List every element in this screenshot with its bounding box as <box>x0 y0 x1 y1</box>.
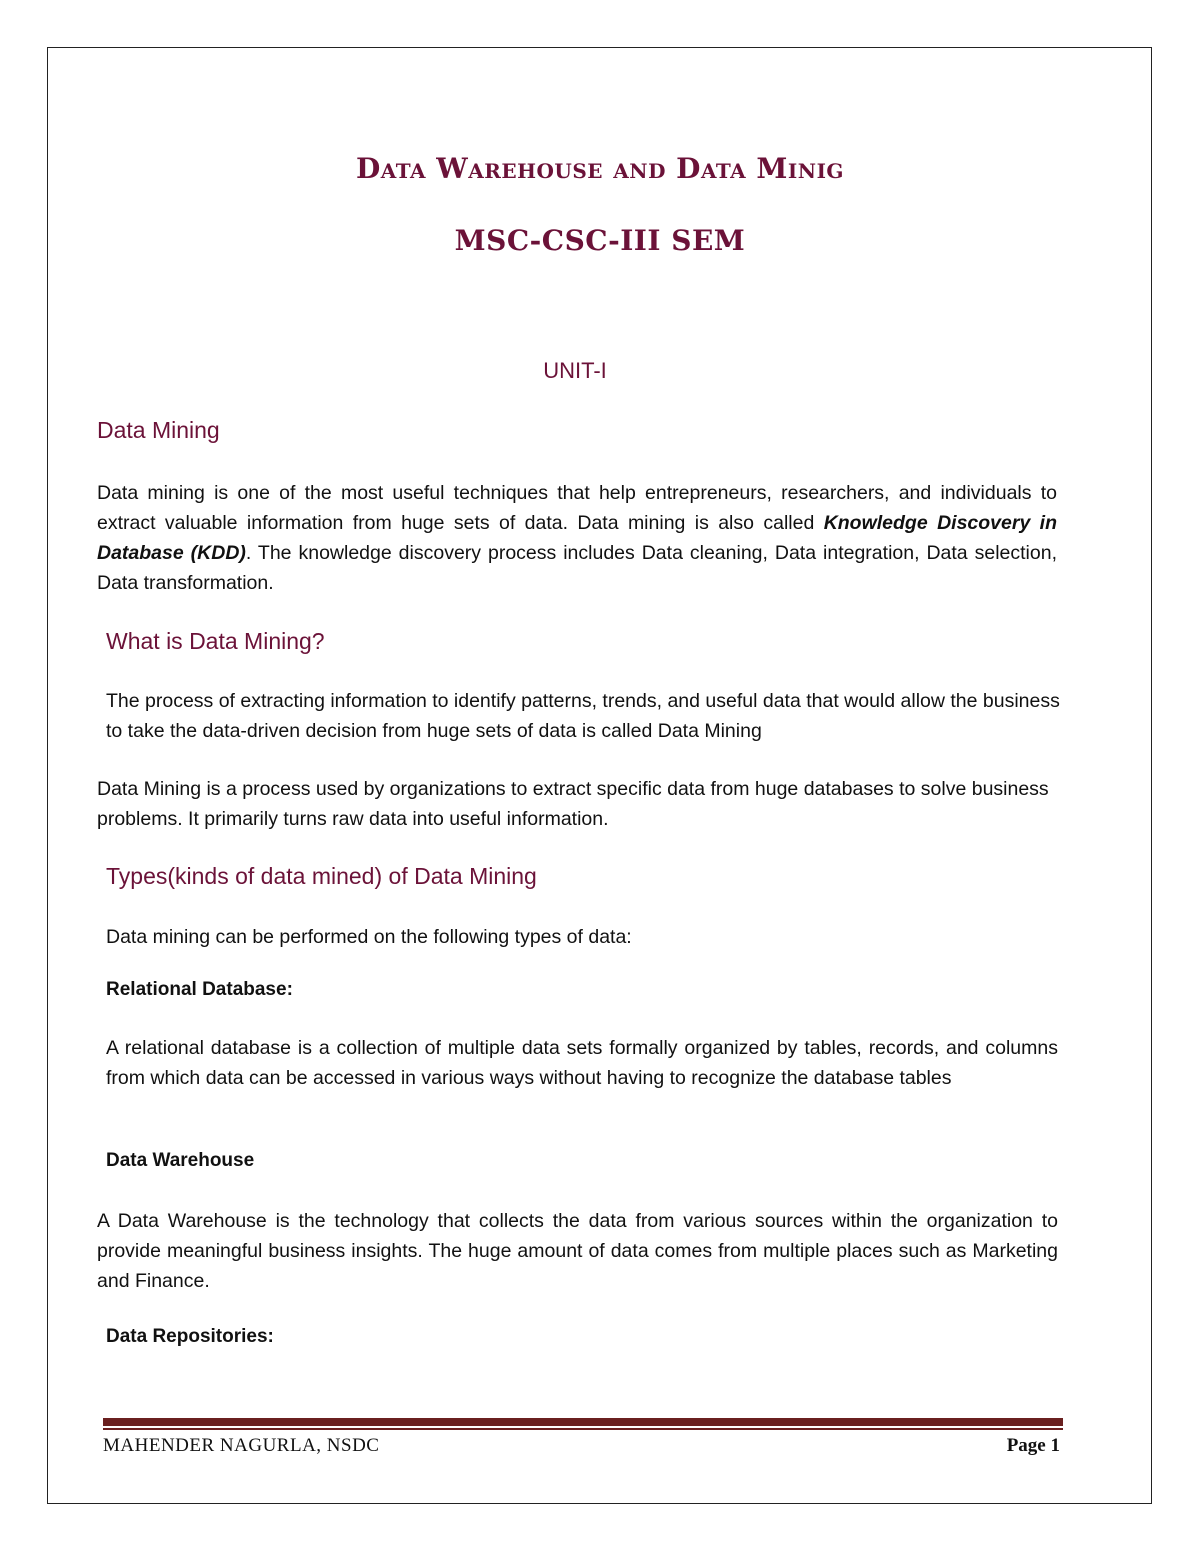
data-mining-paragraph <box>97 478 1057 598</box>
footer-rule <box>103 1418 1063 1426</box>
section-heading-types: Types(kinds of data mined) of Data Mining <box>106 863 537 889</box>
types-intro: Data mining can be performed on the following types of data: <box>106 926 632 948</box>
data-warehouse-heading: Data Warehouse <box>106 1150 255 1171</box>
document-subtitle: MSC-CSC-III SEM <box>454 224 746 257</box>
relational-database-heading: Relational Database: <box>106 979 293 1000</box>
section-heading-what-is-data-mining: What is Data Mining? <box>106 628 325 654</box>
what-is-paragraph-1: The process of extracting information to identify patterns, trends, and useful data that would allow the business to take the data-driven decision from huge sets of data is called Data Mining <box>106 690 1060 742</box>
footer-rule-thin <box>103 1428 1063 1430</box>
relational-database-text: A relational database is a collection of multiple data sets formally organized by tables, records, and columns from which data can be accessed in various ways without having to recognize the database tables <box>106 1037 1058 1089</box>
document-title: Data Warehouse and Data Minig <box>356 152 844 185</box>
data-mining-text-end: . The knowledge discovery process includes Data cleaning, Data integration, Data selection, Data transformation. <box>97 542 1057 594</box>
data-repositories-heading: Data Repositories: <box>106 1326 274 1347</box>
footer-author: MAHENDER NAGURLA, NSDC <box>103 1435 380 1456</box>
data-warehouse-text: A Data Warehouse is the technology that collects the data from various sources within the organization to provide meaningful business insights. The huge amount of data comes from multiple places such as Marketing and Finance. <box>97 1210 1058 1292</box>
data-mining-text-start: Data mining is one of the most useful techniques that help entrepreneurs, researchers, and individuals to extract valuable information from huge sets of data. Data mining is also called <box>97 482 1057 534</box>
kdd-term: Knowledge Discovery in Database (KDD) <box>97 512 1057 564</box>
footer-page-number: Page 1 <box>1006 1435 1060 1456</box>
what-is-paragraph-2: Data Mining is a process used by organizations to extract specific data from huge databases to solve business problems. It primarily turns raw data into useful information. <box>97 778 1049 830</box>
section-heading-data-mining: Data Mining <box>97 417 220 443</box>
unit-label: UNIT-I <box>543 358 607 383</box>
